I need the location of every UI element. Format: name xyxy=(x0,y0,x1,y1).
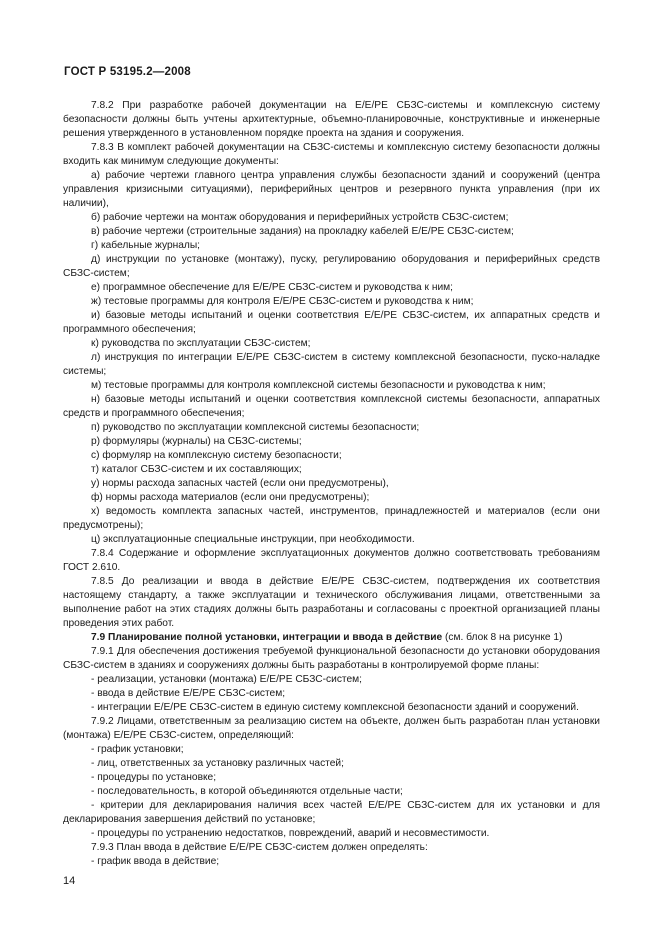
list-item: ц) эксплуатационные специальные инструкции, при необходимости. xyxy=(91,534,415,545)
paragraph-7-9-1: 7.9.1 Для обеспечения достижения требуемой функциональной безопасности до установки оборудования СБЗС-систем в зданиях и сооружениях должны быть разработаны в контролируемой форме планы: xyxy=(63,646,600,671)
list-item: р) формуляры (журналы) на СБЗС-системы; xyxy=(91,436,302,447)
section-title: 7.9 Планирование полной установки, интеграции и ввода в действие xyxy=(91,632,443,643)
list-item: т) каталог СБЗС-систем и их составляющих; xyxy=(91,464,302,475)
list-item: у) нормы расхода запасных частей (если они предусмотрены), xyxy=(91,478,389,489)
page-number: 14 xyxy=(63,875,76,887)
list-item: е) программное обеспечение для Е/Е/РЕ СБЗС-систем и руководства к ним; xyxy=(91,282,453,293)
paragraph-7-8-3: 7.8.3 В комплект рабочей документации на СБЗС-системы и комплексную систему безопасности должны входить как минимум следующие документы: xyxy=(63,142,600,167)
list-item: - интеграции Е/Е/РЕ СБЗС-систем в единую систему комплексной безопасности зданий и сооружений. xyxy=(91,702,579,713)
list-item: в) рабочие чертежи (строительные задания) на прокладку кабелей Е/Е/РЕ СБЗС-систем; xyxy=(91,226,514,237)
list-item: - график ввода в действие; xyxy=(91,856,220,867)
list-item: - ввода в действие Е/Е/РЕ СБЗС-систем; xyxy=(91,688,286,699)
paragraph-7-8-4: 7.8.4 Содержание и оформление эксплуатационных документов должно соответствовать требованиям ГОСТ 2.610. xyxy=(63,548,600,573)
list-item: - критерии для декларирования наличия всех частей Е/Е/РЕ СБЗС-систем для их установки и для декларирования завершения действий по установке; xyxy=(63,800,600,825)
paragraph-7-9-3: 7.9.3 План ввода в действие Е/Е/РЕ СБЗС-систем должен определять: xyxy=(91,842,428,853)
list-item: - последовательность, в которой объединяются отдельные части; xyxy=(91,786,403,797)
list-item: - процедуры по устранению недостатков, повреждений, аварий и несовместимости. xyxy=(91,828,490,839)
section-heading-7-9 xyxy=(63,631,600,645)
list-item: а) рабочие чертежи главного центра управления службы безопасности зданий и сооружений (центра управления кризисными ситуациями), периферийных центров и резервного пункта управления (при их наличии), xyxy=(63,170,600,209)
list-item: к) руководства по эксплуатации СБЗС-систем; xyxy=(91,338,311,349)
paragraph-7-8-2: 7.8.2 При разработке рабочей документации на Е/Е/РЕ СБЗС-системы и комплексную систему безопасности должны быть учтены архитектурные, объемно-планировочные, конструктивные и инженерные решения утвержденного в установленном порядке проекта на здания и сооружения. xyxy=(63,100,600,139)
list-item: и) базовые методы испытаний и оценки соответствия Е/Е/РЕ СБЗС-систем, их аппаратных средств и программного обеспечения; xyxy=(63,310,600,335)
list-item: л) инструкция по интеграции Е/Е/РЕ СБЗС-систем в систему комплексной безопасности, пуско-наладке системы; xyxy=(63,352,600,377)
list-item: - процедуры по установке; xyxy=(91,772,217,783)
list-item: м) тестовые программы для контроля комплексной системы безопасности и руководства к ним; xyxy=(91,380,546,391)
list-item: д) инструкции по установке (монтажу), пуску, регулированию оборудования и периферийных средств СБЗС-систем; xyxy=(63,254,600,279)
list-item: н) базовые методы испытаний и оценки соответствия комплексной системы безопасности, аппаратных средств и программного обеспечения; xyxy=(63,394,600,419)
list-item: б) рабочие чертежи на монтаж оборудования и периферийных устройств СБЗС-систем; xyxy=(91,212,509,223)
section-note: (см. блок 8 на рисунке 1) xyxy=(442,632,563,643)
list-item: - график установки; xyxy=(91,744,184,755)
page-body xyxy=(63,99,600,869)
list-item: п) руководство по эксплуатации комплексной системы безопасности; xyxy=(91,422,420,433)
list-item: - лиц, ответственных за установку различных частей; xyxy=(91,758,344,769)
list-item: ж) тестовые программы для контроля Е/Е/РЕ СБЗС-систем и руководства к ним; xyxy=(91,296,474,307)
list-item: г) кабельные журналы; xyxy=(91,240,200,251)
paragraph-7-9-2: 7.9.2 Лицами, ответственным за реализацию систем на объекте, должен быть разработан план установки (монтажа) Е/Е/РЕ СБЗС-систем, определяющий: xyxy=(63,716,600,741)
list-item: с) формуляр на комплексную систему безопасности; xyxy=(91,450,342,461)
list-item: х) ведомость комплекта запасных частей, инструментов, принадлежностей и материалов (если они предусмотрены); xyxy=(63,506,600,531)
paragraph-7-8-5: 7.8.5 До реализации и ввода в действие Е/Е/РЕ СБЗС-систем, подтверждения их соответствия настоящему стандарту, а также эксплуатации и технического обслуживания лицами, ответственными за выполнение работ на этих стадиях должны быть разработаны и согласованы с проектной организацией планы проведения этих работ. xyxy=(63,576,600,629)
document-header: ГОСТ Р 53195.2—2008 xyxy=(64,66,191,78)
list-item: - реализации, установки (монтажа) Е/Е/РЕ СБЗС-систем; xyxy=(91,674,362,685)
list-item: ф) нормы расхода материалов (если они предусмотрены); xyxy=(91,492,370,503)
